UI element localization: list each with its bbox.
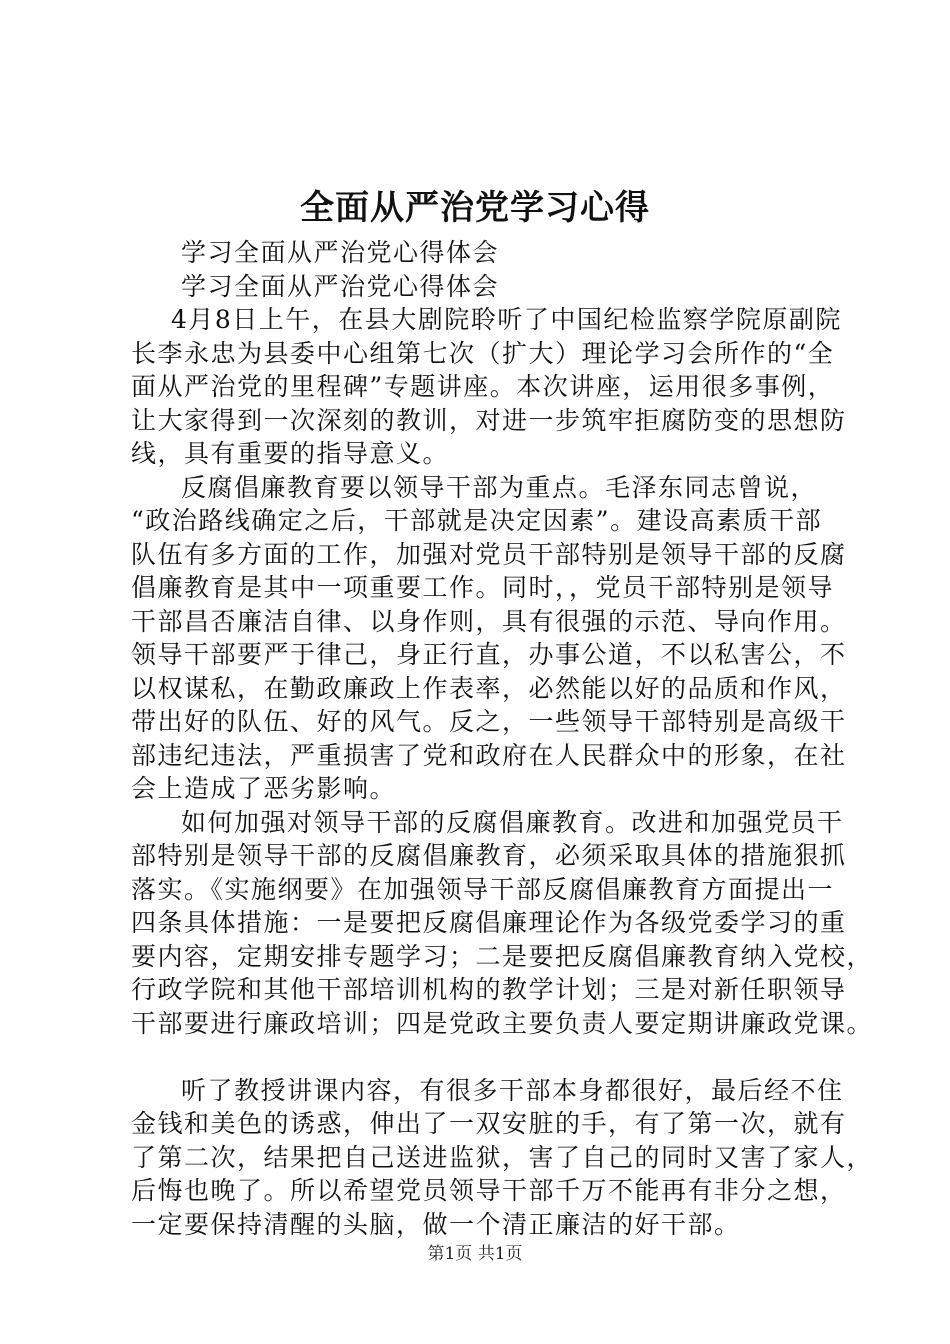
paragraph-line: 4月8日上午，在县大剧院聆听了中国纪检监察学院原副院	[171, 305, 842, 334]
paragraph-line: 面从严治党的里程碑”专题讲座。本次讲座，运用很多事例，	[131, 372, 835, 401]
paragraph-line: 金钱和美色的诱惑，伸出了一双安脏的手，有了第一次，就有	[131, 1109, 847, 1138]
paragraph-line: 干部要进行廉政培训；四是党政主要负责人要定期讲廉政党课。	[131, 1008, 874, 1038]
document-body	[131, 236, 874, 1241]
paragraph-line: 让大家得到一次深刻的教训，对进一步筑牢拒腐防变的思想防	[131, 405, 847, 435]
blank-line	[131, 1040, 851, 1074]
subtitle-line: 学习全面从严治党心得体会	[181, 238, 500, 267]
paragraph-line: “政治路线确定之后，干部就是决定因素”。建设高素质干部	[131, 506, 823, 535]
paragraph-line: 听了教授讲课内容，有很多干部本身都很好，最后经不住	[181, 1075, 844, 1105]
paragraph-line: 带出好的队伍、好的风气。反之，一些领导干部特别是高级干	[131, 707, 847, 736]
paragraph-line: 后悔也晚了。所以希望党员领导干部千万不能再有非分之想，	[131, 1176, 847, 1205]
subtitle-line: 学习全面从严治党心得体会	[181, 271, 500, 301]
paragraph-line: 会上造成了恶劣影响。	[131, 774, 397, 803]
paragraph-line: 一定要保持清醒的头脑，做一个清正廉洁的好干部。	[131, 1209, 741, 1239]
page-footer: 第1页 共1页	[427, 1244, 523, 1264]
paragraph-line: 以权谋私，在勤政廉政上作表率，必然能以好的品质和作风，	[131, 673, 847, 703]
paragraph-line: 领导干部要严于律己，身正行直，办事公道，不以私害公，不	[131, 640, 847, 669]
paragraph-line: 如何加强对领导干部的反腐倡廉教育。改进和加强党员干	[181, 807, 844, 837]
paragraph-line: 四条具体措施：一是要把反腐倡廉理论作为各级党委学习的重	[131, 908, 847, 937]
paragraph-line: 反腐倡廉教育要以领导干部为重点。毛泽东同志曾说，	[181, 472, 818, 502]
paragraph-line: 落实。《实施纲要》在加强领导干部反腐倡廉教育方面提出一	[131, 874, 835, 904]
paragraph-line: 队伍有多方面的工作，加强对党员干部特别是领导干部的反腐	[131, 539, 847, 569]
paragraph-line: 倡廉教育是其中一项重要工作。同时，，党员干部特别是领导	[131, 573, 835, 602]
paragraph-line: 长李永忠为县委中心组第七次（扩大）理论学习会所作的“全	[131, 338, 835, 368]
paragraph-line: 部违纪违法，严重损害了党和政府在人民群众中的形象，在社	[131, 740, 847, 770]
paragraph-line: 要内容，定期安排专题学习；二是要把反腐倡廉教育纳入党校，	[131, 941, 874, 971]
paragraph-line: 干部昌否廉洁自律、以身作则，具有很强的示范、导向作用。	[131, 606, 847, 636]
paragraph-line: 部特别是领导干部的反腐倡廉教育，必须采取具体的措施狠抓	[131, 841, 847, 870]
paragraph-line: 行政学院和其他干部培训机构的教学计划；三是对新任职领导	[131, 975, 847, 1004]
paragraph-line: 线，具有重要的指导意义。	[131, 439, 450, 468]
paragraph-line: 了第二次，结果把自己送进监狱，害了自己的同时又害了家人，	[131, 1142, 874, 1172]
document-title: 全面从严治党学习心得	[300, 188, 650, 228]
